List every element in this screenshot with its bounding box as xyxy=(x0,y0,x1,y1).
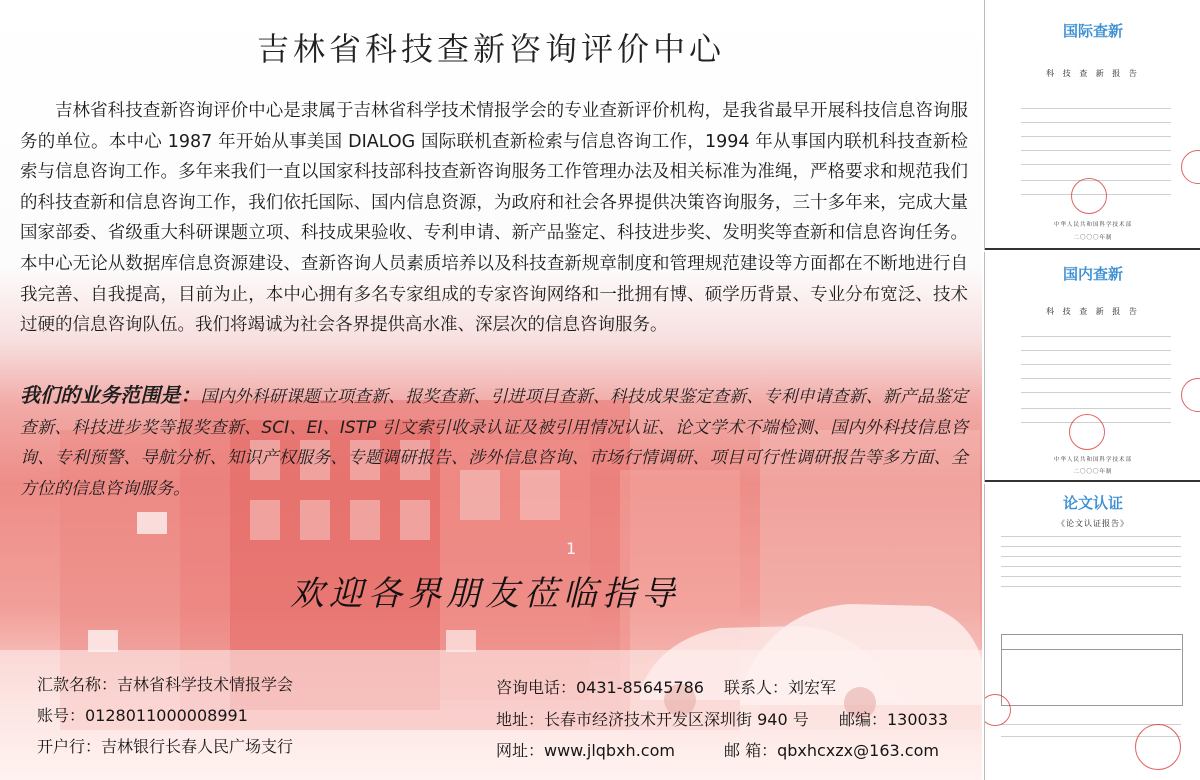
paper-cert-heading: 论文认证 xyxy=(1062,494,1123,512)
domestic-report-thumbnail xyxy=(984,252,1200,482)
business-scope xyxy=(20,380,968,504)
business-scope-text: 国内外科研课题立项查新、报奖查新、引进项目查新、科技成果鉴定查新、专利申请查新、新产品鉴定查新、科技进步奖等报奖查新、SCI、EI、ISTP 引文索引收录认证及被引用情况认证、论文学术不端检测、国内外科技信息咨询、专利预警、导航分析、知识产权服务、专题调研报告、涉外信息咨询、市场行情调研、项目可行性调研报告等多方面、全方位的信息咨询服务。 xyxy=(20,387,969,499)
business-scope-lead: 我们的业务范围是： xyxy=(20,383,201,407)
intl-report-heading: 国际查新 xyxy=(1062,22,1123,40)
account-number: 账号：0128011000008991 xyxy=(37,706,248,725)
phone-number: 咨询电话：0431-85645786 xyxy=(496,678,704,697)
citation-table xyxy=(1001,634,1183,706)
domestic-report-heading: 国内查新 xyxy=(1062,265,1123,283)
intl-report-issuer: 中华人民共和国科学技术部 xyxy=(1053,222,1132,228)
official-seal-icon xyxy=(1135,724,1181,770)
intl-report-year: 二〇〇〇年制 xyxy=(1073,235,1113,241)
domestic-report-year: 二〇〇〇年制 xyxy=(1073,469,1113,475)
paper-cert-thumbnail xyxy=(984,484,1200,780)
intl-report-thumbnail xyxy=(984,0,1200,250)
website: 网址：www.jlqbxh.com xyxy=(496,741,675,760)
intro-paragraph: 吉林省科技查新咨询评价中心是隶属于吉林省科学技术情报学会的专业查新评价机构，是我省最早开展科技信息咨询服务的单位。本中心 1987 年开始从事美国 DIALOG 国际联机查新检索与信息咨询工作，1994 年从事国内联机科技查新检索与信息咨询工作。多年来我们一直以国家科技部科技查新咨询服务工作管理办法及相关标准为准绳，严格要求和规范我们的科技查新和信息咨询工作，我们依托国际、国内信息资源，为政府和社会各界提供决策咨询服务，三十多年来，完成大量国家部委、省级重大科研课题立项、科技成果验收、专利申请、新产品鉴定、科技进步奖、发明奖等查新和信息咨询任务。本中心无论从数据库信息资源建设、查新咨询人员素质培养以及科技查新规章制度和管理规范建设等方面都在不断地进行自我完善、自我提高，目前为止，本中心拥有多名专家组成的专家咨询网络和一批拥有博、硕学历背景、专业分布宽泛、技术过硬的信息咨询队伍。我们将竭诚为社会各界提供高水准、深层次的信息咨询服务。 xyxy=(20,101,968,336)
bank-name: 开户行：吉林银行长春人民广场支行 xyxy=(37,737,294,756)
contact-person: 联系人：刘宏军 xyxy=(724,678,837,697)
welcome-slogan: 欢迎各界朋友莅临指导 xyxy=(290,574,680,614)
official-seal-icon xyxy=(1181,150,1200,184)
email: 邮 箱：qbxhcxzx@163.com xyxy=(724,741,939,760)
official-seal-icon xyxy=(984,694,1011,726)
official-seal-icon xyxy=(1181,378,1200,412)
official-seal-icon xyxy=(1069,414,1105,450)
svg-text:1: 1 xyxy=(566,539,577,558)
paper-cert-title: 《论文认证报告》 xyxy=(1057,519,1129,528)
postcode: 邮编：130033 xyxy=(839,710,949,729)
official-seal-icon xyxy=(1071,178,1107,214)
page-title: 吉林省科技查新咨询评价中心 xyxy=(256,30,725,68)
address: 地址：长春市经济技术开发区深圳街 940 号 xyxy=(496,710,809,729)
domestic-report-title: 科 技 查 新 报 告 xyxy=(1046,307,1140,316)
intl-report-title: 科 技 查 新 报 告 xyxy=(1046,69,1140,78)
payee-name: 汇款名称：吉林省科学技术情报学会 xyxy=(37,675,294,694)
domestic-report-issuer: 中华人民共和国科学技术部 xyxy=(1053,457,1132,463)
